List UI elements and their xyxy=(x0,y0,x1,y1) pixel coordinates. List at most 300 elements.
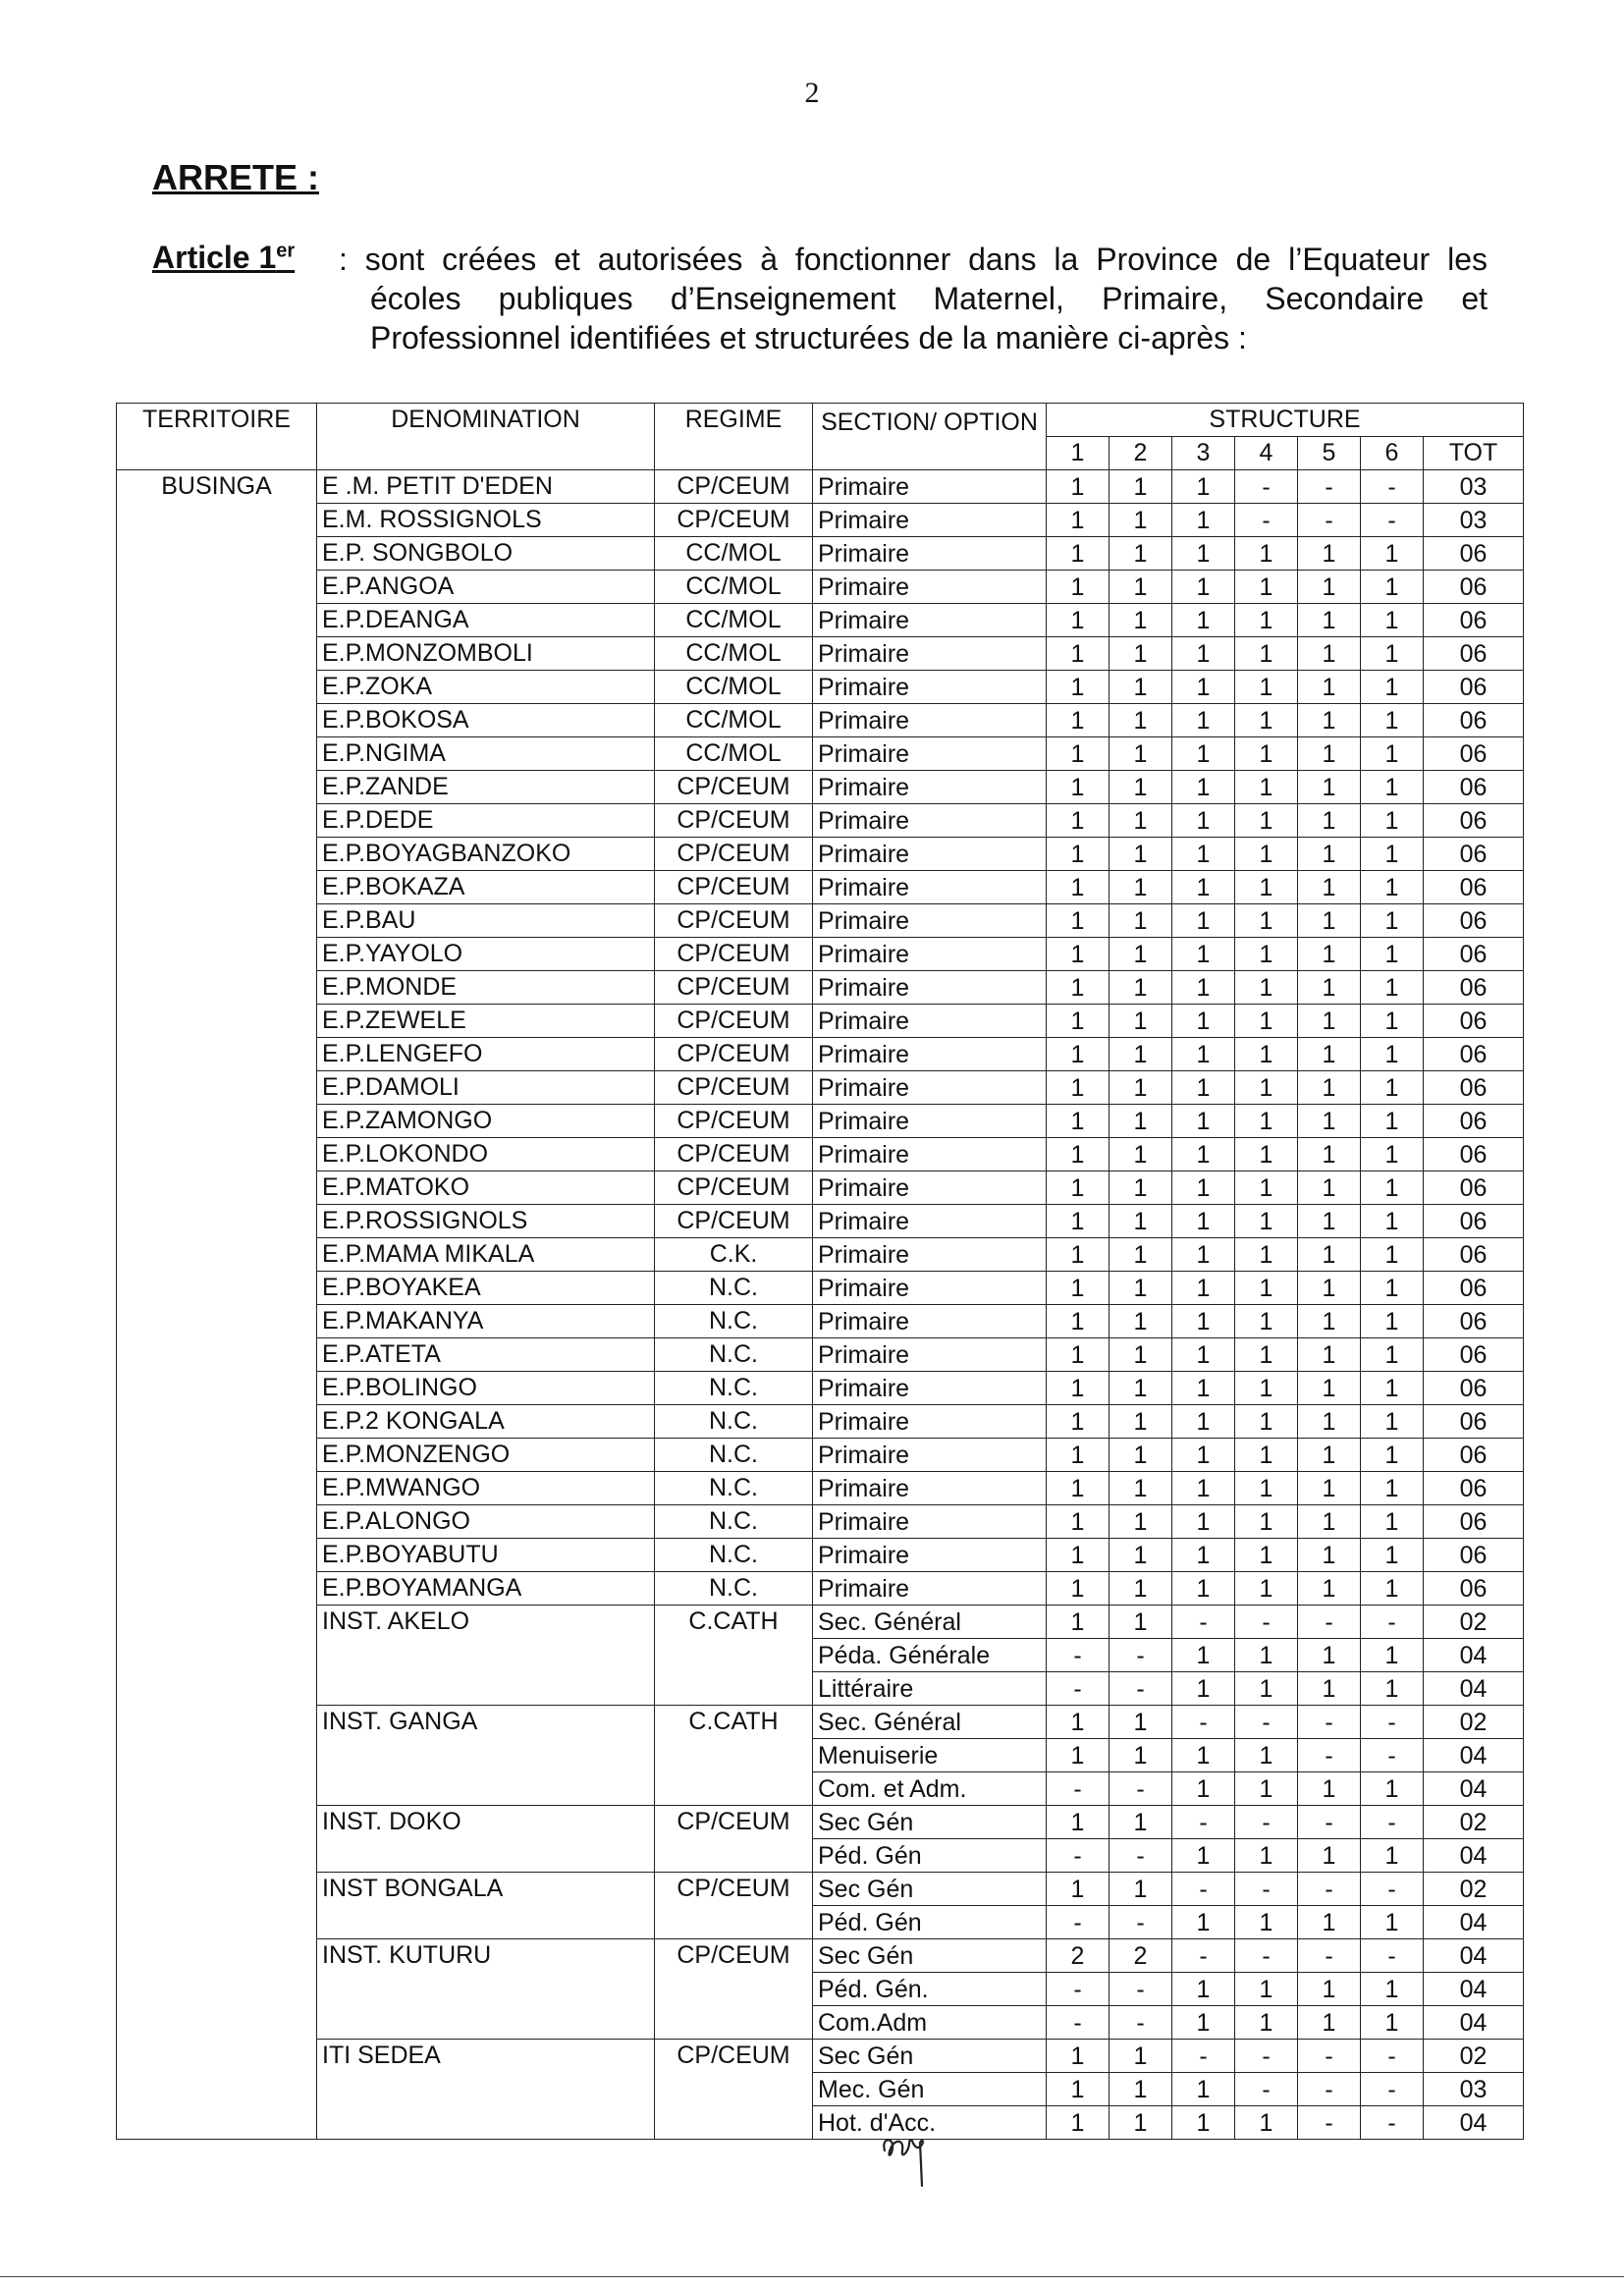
school-regime: CP/CEUM xyxy=(655,871,813,904)
table-row xyxy=(117,537,1524,571)
school-regime: CP/CEUM xyxy=(655,1038,813,1071)
total-cell: 02 xyxy=(1424,1606,1524,1639)
total-cell: 06 xyxy=(1424,904,1524,938)
table-row xyxy=(117,2040,1524,2073)
school-name: E.P.ZEWELE xyxy=(317,1005,655,1038)
table-row xyxy=(117,804,1524,838)
level-3-cell: - xyxy=(1172,1806,1235,1839)
school-name: E.P.BOYAGBANZOKO xyxy=(317,838,655,871)
total-cell: 03 xyxy=(1424,504,1524,537)
level-1-cell: 1 xyxy=(1047,1806,1110,1839)
level-6-cell: - xyxy=(1361,2073,1424,2106)
level-2-cell: 1 xyxy=(1110,1238,1172,1272)
total-cell: 06 xyxy=(1424,1439,1524,1472)
school-name: E.P.BOYAMANGA xyxy=(317,1572,655,1606)
level-5-cell: 1 xyxy=(1298,1505,1361,1539)
level-5-cell: - xyxy=(1298,1873,1361,1906)
table-row xyxy=(117,1171,1524,1205)
level-1-cell: 1 xyxy=(1047,1272,1110,1305)
level-2-cell: 1 xyxy=(1110,1071,1172,1105)
school-name: INST. AKELO xyxy=(317,1606,655,1706)
school-regime: C.CATH xyxy=(655,1706,813,1806)
level-6-cell: 1 xyxy=(1361,1238,1424,1272)
level-6-cell: 1 xyxy=(1361,1205,1424,1238)
total-cell: 06 xyxy=(1424,1405,1524,1439)
level-5-cell: - xyxy=(1298,470,1361,504)
level-4-cell: 1 xyxy=(1235,537,1298,571)
total-cell: 06 xyxy=(1424,771,1524,804)
level-2-cell: 1 xyxy=(1110,1372,1172,1405)
header-denomination: DENOMINATION xyxy=(317,404,655,470)
section-option: Primaire xyxy=(813,1572,1047,1606)
school-regime: N.C. xyxy=(655,1505,813,1539)
school-name: E.P.MWANGO xyxy=(317,1472,655,1505)
section-option: Sec Gén xyxy=(813,1939,1047,1973)
level-6-cell: - xyxy=(1361,1606,1424,1639)
article-line-3: Professionnel identifiées et structurées de la manière ci-après : xyxy=(370,320,1247,355)
level-4-cell: 1 xyxy=(1235,1272,1298,1305)
school-name: E.P.ALONGO xyxy=(317,1505,655,1539)
level-3-cell: 1 xyxy=(1172,1071,1235,1105)
level-6-cell: 1 xyxy=(1361,1505,1424,1539)
total-cell: 03 xyxy=(1424,2073,1524,2106)
section-option: Primaire xyxy=(813,737,1047,771)
article-label-sup: er xyxy=(276,240,296,262)
section-option: Sec Gén xyxy=(813,1806,1047,1839)
level-5-cell: 1 xyxy=(1298,737,1361,771)
level-1-cell: - xyxy=(1047,1906,1110,1939)
level-1-cell: 1 xyxy=(1047,1539,1110,1572)
level-4-cell: - xyxy=(1235,2073,1298,2106)
level-5-cell: 1 xyxy=(1298,904,1361,938)
level-4-cell: 1 xyxy=(1235,1439,1298,1472)
table-row xyxy=(117,470,1524,504)
level-4-cell: 1 xyxy=(1235,1071,1298,1105)
level-6-cell: 1 xyxy=(1361,1472,1424,1505)
school-name: E.P.ROSSIGNOLS xyxy=(317,1205,655,1238)
level-5-cell: 1 xyxy=(1298,1973,1361,2006)
total-cell: 06 xyxy=(1424,537,1524,571)
level-5-cell: 1 xyxy=(1298,1305,1361,1338)
total-cell: 02 xyxy=(1424,1873,1524,1906)
table-row xyxy=(117,1071,1524,1105)
level-2-cell: 1 xyxy=(1110,1272,1172,1305)
school-regime: CC/MOL xyxy=(655,604,813,637)
table-row xyxy=(117,1439,1524,1472)
level-6-cell: 1 xyxy=(1361,1539,1424,1572)
section-option: Primaire xyxy=(813,470,1047,504)
level-1-cell: 1 xyxy=(1047,1238,1110,1272)
section-option: Péd. Gén xyxy=(813,1839,1047,1873)
level-3-cell: 1 xyxy=(1172,771,1235,804)
level-3-cell: 1 xyxy=(1172,671,1235,704)
school-name: E.P.MATOKO xyxy=(317,1171,655,1205)
school-regime: CP/CEUM xyxy=(655,1105,813,1138)
level-4-cell: 1 xyxy=(1235,671,1298,704)
level-1-cell: 1 xyxy=(1047,604,1110,637)
table-row xyxy=(117,1005,1524,1038)
level-3-cell: 1 xyxy=(1172,737,1235,771)
level-3-cell: 1 xyxy=(1172,1005,1235,1038)
level-3-cell: - xyxy=(1172,1873,1235,1906)
section-option: Primaire xyxy=(813,504,1047,537)
header-regime: REGIME xyxy=(655,404,813,470)
level-1-cell: 1 xyxy=(1047,1205,1110,1238)
header-level-3: 3 xyxy=(1172,437,1235,470)
level-5-cell: 1 xyxy=(1298,1071,1361,1105)
level-6-cell: 1 xyxy=(1361,537,1424,571)
level-2-cell: 1 xyxy=(1110,1205,1172,1238)
level-2-cell: 1 xyxy=(1110,2073,1172,2106)
table-row xyxy=(117,971,1524,1005)
level-6-cell: 1 xyxy=(1361,1038,1424,1071)
level-4-cell: 1 xyxy=(1235,871,1298,904)
level-2-cell: - xyxy=(1110,2006,1172,2040)
level-6-cell: - xyxy=(1361,1939,1424,1973)
level-2-cell: - xyxy=(1110,1906,1172,1939)
school-regime: CP/CEUM xyxy=(655,1205,813,1238)
level-4-cell: - xyxy=(1235,2040,1298,2073)
school-regime: N.C. xyxy=(655,1539,813,1572)
level-3-cell: 1 xyxy=(1172,1772,1235,1806)
table-row xyxy=(117,1372,1524,1405)
level-4-cell: 1 xyxy=(1235,1539,1298,1572)
school-regime: N.C. xyxy=(655,1372,813,1405)
decree-heading: ARRETE : xyxy=(152,157,319,197)
level-2-cell: 1 xyxy=(1110,1706,1172,1739)
level-3-cell: 1 xyxy=(1172,1171,1235,1205)
school-regime: N.C. xyxy=(655,1405,813,1439)
level-6-cell: 1 xyxy=(1361,1171,1424,1205)
table-row xyxy=(117,871,1524,904)
level-3-cell: 1 xyxy=(1172,637,1235,671)
level-2-cell: 1 xyxy=(1110,771,1172,804)
article-line-2: écoles publiques d’Enseignement Maternel, Primaire, Secondaire et xyxy=(370,281,1488,316)
level-6-cell: 1 xyxy=(1361,1138,1424,1171)
level-2-cell: - xyxy=(1110,1772,1172,1806)
level-1-cell: 2 xyxy=(1047,1939,1110,1973)
table-row xyxy=(117,737,1524,771)
total-cell: 06 xyxy=(1424,737,1524,771)
table-row xyxy=(117,1472,1524,1505)
level-6-cell: 1 xyxy=(1361,938,1424,971)
school-name: E .M. PETIT D'EDEN xyxy=(317,470,655,504)
level-6-cell: - xyxy=(1361,1806,1424,1839)
level-4-cell: 1 xyxy=(1235,1405,1298,1439)
level-1-cell: 1 xyxy=(1047,771,1110,804)
school-name: E.P.MONZOMBOLI xyxy=(317,637,655,671)
section-option: Primaire xyxy=(813,1138,1047,1171)
level-3-cell: 1 xyxy=(1172,537,1235,571)
section-option: Primaire xyxy=(813,1338,1047,1372)
article-text xyxy=(339,240,1488,357)
school-name: E.P.BOKOSA xyxy=(317,704,655,737)
total-cell: 04 xyxy=(1424,2106,1524,2140)
level-2-cell: 1 xyxy=(1110,704,1172,737)
level-4-cell: 1 xyxy=(1235,1338,1298,1372)
section-option: Primaire xyxy=(813,871,1047,904)
level-4-cell: 1 xyxy=(1235,1038,1298,1071)
level-2-cell: 1 xyxy=(1110,737,1172,771)
level-2-cell: - xyxy=(1110,1839,1172,1873)
school-regime: N.C. xyxy=(655,1305,813,1338)
level-1-cell: 1 xyxy=(1047,1005,1110,1038)
level-6-cell: 1 xyxy=(1361,737,1424,771)
section-option: Primaire xyxy=(813,1238,1047,1272)
level-4-cell: 1 xyxy=(1235,1205,1298,1238)
footer-rule xyxy=(0,2276,1624,2277)
level-4-cell: - xyxy=(1235,1606,1298,1639)
level-4-cell: 1 xyxy=(1235,1572,1298,1606)
school-name: E.P.MONZENGO xyxy=(317,1439,655,1472)
header-structure: STRUCTURE xyxy=(1047,404,1524,437)
level-1-cell: 1 xyxy=(1047,637,1110,671)
level-1-cell: - xyxy=(1047,1973,1110,2006)
level-5-cell: 1 xyxy=(1298,1372,1361,1405)
school-regime: CP/CEUM xyxy=(655,804,813,838)
level-6-cell: 1 xyxy=(1361,1572,1424,1606)
level-5-cell: 1 xyxy=(1298,1105,1361,1138)
level-3-cell: 1 xyxy=(1172,871,1235,904)
level-3-cell: 1 xyxy=(1172,1505,1235,1539)
level-5-cell: 1 xyxy=(1298,838,1361,871)
header-level-5: 5 xyxy=(1298,437,1361,470)
level-1-cell: 1 xyxy=(1047,504,1110,537)
school-name: E.P.2 KONGALA xyxy=(317,1405,655,1439)
level-2-cell: 1 xyxy=(1110,1439,1172,1472)
level-2-cell: 1 xyxy=(1110,1038,1172,1071)
total-cell: 06 xyxy=(1424,1171,1524,1205)
total-cell: 04 xyxy=(1424,1939,1524,1973)
level-1-cell: 1 xyxy=(1047,1372,1110,1405)
total-cell: 06 xyxy=(1424,938,1524,971)
total-cell: 06 xyxy=(1424,1338,1524,1372)
section-option: Primaire xyxy=(813,1439,1047,1472)
school-regime: CC/MOL xyxy=(655,704,813,737)
table-row xyxy=(117,771,1524,804)
level-5-cell: 1 xyxy=(1298,804,1361,838)
level-1-cell: 1 xyxy=(1047,971,1110,1005)
level-5-cell: - xyxy=(1298,2106,1361,2140)
school-name: E.P.ZOKA xyxy=(317,671,655,704)
level-5-cell: 1 xyxy=(1298,704,1361,737)
total-cell: 06 xyxy=(1424,1539,1524,1572)
level-6-cell: 1 xyxy=(1361,771,1424,804)
level-1-cell: - xyxy=(1047,1672,1110,1706)
level-2-cell: 1 xyxy=(1110,1572,1172,1606)
total-cell: 02 xyxy=(1424,1706,1524,1739)
level-6-cell: - xyxy=(1361,2106,1424,2140)
level-2-cell: 1 xyxy=(1110,537,1172,571)
level-3-cell: 1 xyxy=(1172,1038,1235,1071)
section-option: Primaire xyxy=(813,1305,1047,1338)
level-3-cell: 1 xyxy=(1172,838,1235,871)
level-1-cell: 1 xyxy=(1047,1606,1110,1639)
table-row xyxy=(117,938,1524,971)
level-3-cell: 1 xyxy=(1172,1472,1235,1505)
level-1-cell: 1 xyxy=(1047,1038,1110,1071)
total-cell: 06 xyxy=(1424,1105,1524,1138)
level-1-cell: 1 xyxy=(1047,571,1110,604)
header-territoire: TERRITOIRE xyxy=(117,404,317,470)
table-row xyxy=(117,1873,1524,1906)
level-2-cell: 2 xyxy=(1110,1939,1172,1973)
section-option: Péd. Gén. xyxy=(813,1973,1047,2006)
level-6-cell: - xyxy=(1361,1706,1424,1739)
school-regime: CC/MOL xyxy=(655,671,813,704)
level-3-cell: 1 xyxy=(1172,1739,1235,1772)
level-5-cell: 1 xyxy=(1298,871,1361,904)
level-6-cell: - xyxy=(1361,1873,1424,1906)
table-row xyxy=(117,1205,1524,1238)
level-3-cell: 1 xyxy=(1172,1305,1235,1338)
total-cell: 06 xyxy=(1424,1138,1524,1171)
level-4-cell: 1 xyxy=(1235,1305,1298,1338)
level-5-cell: 1 xyxy=(1298,1005,1361,1038)
table-row xyxy=(117,1138,1524,1171)
level-5-cell: 1 xyxy=(1298,771,1361,804)
school-regime: N.C. xyxy=(655,1439,813,1472)
level-6-cell: 1 xyxy=(1361,1105,1424,1138)
level-4-cell: 1 xyxy=(1235,1672,1298,1706)
level-1-cell: - xyxy=(1047,1839,1110,1873)
level-1-cell: - xyxy=(1047,1772,1110,1806)
total-cell: 04 xyxy=(1424,1906,1524,1939)
level-5-cell: - xyxy=(1298,2073,1361,2106)
level-4-cell: 1 xyxy=(1235,804,1298,838)
table-row xyxy=(117,1305,1524,1338)
level-3-cell: 1 xyxy=(1172,470,1235,504)
level-5-cell: 1 xyxy=(1298,1539,1361,1572)
level-1-cell: 1 xyxy=(1047,1305,1110,1338)
school-regime: N.C. xyxy=(655,1572,813,1606)
level-1-cell: 1 xyxy=(1047,1171,1110,1205)
level-6-cell: 1 xyxy=(1361,1973,1424,2006)
section-option: Primaire xyxy=(813,537,1047,571)
level-3-cell: 1 xyxy=(1172,1372,1235,1405)
level-4-cell: 1 xyxy=(1235,2006,1298,2040)
level-6-cell: - xyxy=(1361,470,1424,504)
level-4-cell: 1 xyxy=(1235,637,1298,671)
level-1-cell: 1 xyxy=(1047,838,1110,871)
territory-cell: BUSINGA xyxy=(117,470,317,2140)
level-3-cell: 1 xyxy=(1172,804,1235,838)
table-body xyxy=(117,470,1524,2140)
header-level-4: 4 xyxy=(1235,437,1298,470)
level-6-cell: 1 xyxy=(1361,1672,1424,1706)
table-row xyxy=(117,1939,1524,1973)
section-option: Primaire xyxy=(813,838,1047,871)
level-3-cell: 1 xyxy=(1172,1405,1235,1439)
level-2-cell: 1 xyxy=(1110,1539,1172,1572)
school-regime: CP/CEUM xyxy=(655,470,813,504)
school-name: E.P.DEANGA xyxy=(317,604,655,637)
level-6-cell: 1 xyxy=(1361,1071,1424,1105)
level-2-cell: 1 xyxy=(1110,804,1172,838)
level-6-cell: 1 xyxy=(1361,1272,1424,1305)
level-5-cell: 1 xyxy=(1298,537,1361,571)
table-row xyxy=(117,1606,1524,1639)
level-3-cell: 1 xyxy=(1172,504,1235,537)
level-2-cell: 1 xyxy=(1110,1305,1172,1338)
section-option: Primaire xyxy=(813,971,1047,1005)
level-4-cell: 1 xyxy=(1235,604,1298,637)
section-option: Sec. Général xyxy=(813,1706,1047,1739)
table-row xyxy=(117,904,1524,938)
level-5-cell: 1 xyxy=(1298,1439,1361,1472)
school-name: E.P.MONDE xyxy=(317,971,655,1005)
level-3-cell: 1 xyxy=(1172,1672,1235,1706)
level-4-cell: 1 xyxy=(1235,1138,1298,1171)
level-5-cell: - xyxy=(1298,2040,1361,2073)
level-5-cell: 1 xyxy=(1298,1238,1361,1272)
level-4-cell: 1 xyxy=(1235,1973,1298,2006)
level-4-cell: 1 xyxy=(1235,2106,1298,2140)
level-2-cell: 1 xyxy=(1110,1338,1172,1372)
level-2-cell: 1 xyxy=(1110,971,1172,1005)
level-6-cell: 1 xyxy=(1361,571,1424,604)
level-1-cell: 1 xyxy=(1047,1071,1110,1105)
total-cell: 06 xyxy=(1424,604,1524,637)
level-4-cell: 1 xyxy=(1235,571,1298,604)
level-5-cell: 1 xyxy=(1298,1038,1361,1071)
school-name: E.P.LOKONDO xyxy=(317,1138,655,1171)
level-2-cell: 1 xyxy=(1110,1873,1172,1906)
level-1-cell: - xyxy=(1047,2006,1110,2040)
school-name: E.P.NGIMA xyxy=(317,737,655,771)
level-2-cell: 1 xyxy=(1110,1505,1172,1539)
level-5-cell: - xyxy=(1298,1606,1361,1639)
section-option: Primaire xyxy=(813,1405,1047,1439)
level-2-cell: 1 xyxy=(1110,571,1172,604)
level-3-cell: 1 xyxy=(1172,938,1235,971)
page-number: 2 xyxy=(804,77,820,109)
level-6-cell: 1 xyxy=(1361,871,1424,904)
section-option: Sec Gén xyxy=(813,2040,1047,2073)
table-row xyxy=(117,1706,1524,1739)
school-regime: CP/CEUM xyxy=(655,971,813,1005)
level-5-cell: 1 xyxy=(1298,1272,1361,1305)
total-cell: 06 xyxy=(1424,1572,1524,1606)
level-1-cell: 1 xyxy=(1047,1873,1110,1906)
school-name: E.P.ZAMONGO xyxy=(317,1105,655,1138)
level-3-cell: 1 xyxy=(1172,1839,1235,1873)
level-4-cell: 1 xyxy=(1235,1105,1298,1138)
level-1-cell: 1 xyxy=(1047,470,1110,504)
total-cell: 04 xyxy=(1424,1973,1524,2006)
level-1-cell: 1 xyxy=(1047,2106,1110,2140)
section-option: Primaire xyxy=(813,604,1047,637)
level-4-cell: 1 xyxy=(1235,1005,1298,1038)
level-4-cell: 1 xyxy=(1235,838,1298,871)
level-6-cell: 1 xyxy=(1361,637,1424,671)
school-name: E.P.YAYOLO xyxy=(317,938,655,971)
header-level-6: 6 xyxy=(1361,437,1424,470)
section-option: Mec. Gén xyxy=(813,2073,1047,2106)
school-regime: CP/CEUM xyxy=(655,838,813,871)
level-6-cell: 1 xyxy=(1361,971,1424,1005)
total-cell: 06 xyxy=(1424,1472,1524,1505)
signature-initials xyxy=(879,2129,938,2198)
section-option: Primaire xyxy=(813,671,1047,704)
level-4-cell: 1 xyxy=(1235,1772,1298,1806)
total-cell: 04 xyxy=(1424,1739,1524,1772)
section-option: Com. et Adm. xyxy=(813,1772,1047,1806)
total-cell: 06 xyxy=(1424,1005,1524,1038)
header-section: SECTION/ OPTION xyxy=(813,404,1047,470)
level-2-cell: - xyxy=(1110,1639,1172,1672)
level-6-cell: 1 xyxy=(1361,1439,1424,1472)
